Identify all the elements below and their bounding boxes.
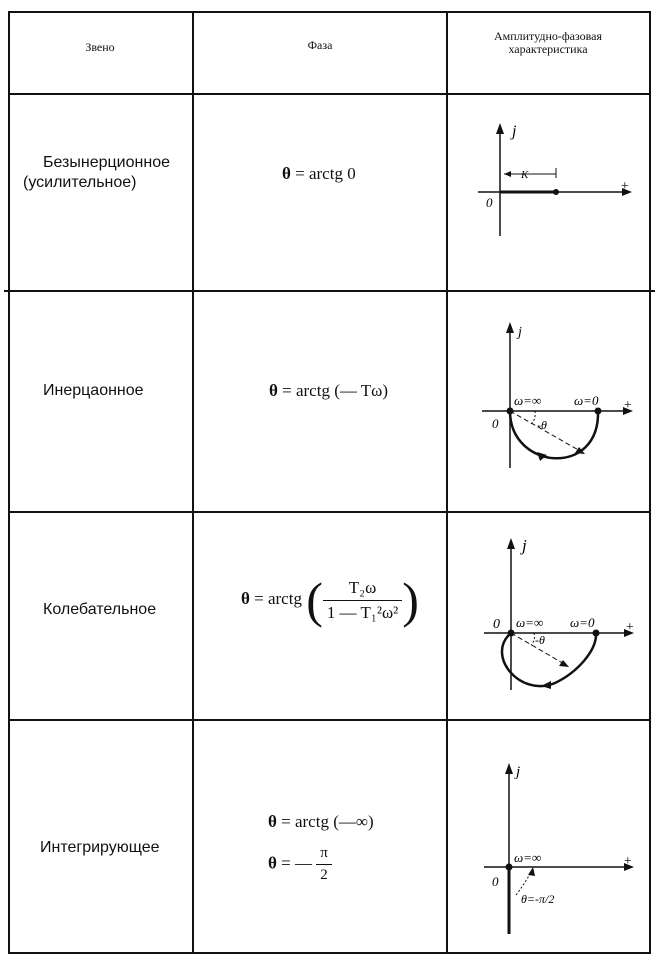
- row4-origin-label: 0: [492, 874, 499, 889]
- row1-gain-label: K: [521, 169, 529, 181]
- left-paren: (: [306, 572, 323, 628]
- header-link: Звено: [85, 40, 115, 54]
- row1-axis-j: j: [512, 123, 517, 140]
- row1-origin-label: 0: [486, 195, 493, 210]
- row4-fraction-numerator: π: [316, 845, 332, 865]
- right-paren: ): [402, 572, 419, 628]
- header-afc-line2: характеристика: [508, 42, 588, 56]
- row3-angle-label: -θ: [535, 633, 545, 647]
- row2-w-inf-label: ω=∞: [514, 393, 542, 408]
- row4-formula1-rhs: = arctg (—∞): [281, 812, 374, 831]
- theta-symbol: θ: [268, 812, 277, 831]
- row2-formula-rhs: = arctg (— Tω): [282, 381, 389, 400]
- row2-name: Инерцаонное: [43, 382, 144, 399]
- row2-origin-label: 0: [492, 416, 499, 431]
- row3-fraction-denominator: 1 — T₁²ω²: [326, 602, 399, 622]
- row4-name: Интегрирующее: [40, 839, 160, 856]
- row2-angle-label: -θ: [537, 418, 547, 432]
- row1-name-line1: Безынерционное: [43, 154, 170, 171]
- row4-w-inf-label: ω=∞: [514, 850, 542, 865]
- row3-axis-j: j: [522, 536, 527, 555]
- theta-symbol: θ: [268, 853, 277, 873]
- row2-w-zero-label: ω=0: [574, 393, 599, 408]
- row3-axis-plus: +: [625, 620, 635, 635]
- row3-w-inf-label: ω=∞: [516, 615, 544, 630]
- row2-axis-j: j: [518, 325, 522, 340]
- row1-axis-plus: +: [620, 179, 630, 194]
- theta-symbol: θ: [241, 588, 250, 608]
- row4-axis-plus: +: [623, 854, 633, 869]
- row3-origin-label: 0: [493, 617, 500, 632]
- row3-name: Колебательное: [43, 601, 157, 618]
- row3-fraction-numerator: T₂ω: [323, 578, 402, 601]
- header-phase: Фаза: [307, 38, 333, 52]
- row3-formula-mid: = arctg: [254, 588, 302, 608]
- row4-fraction-denominator: 2: [320, 867, 328, 883]
- theta-symbol: θ: [282, 164, 291, 183]
- row1-formula-rhs: = arctg 0: [295, 164, 356, 183]
- theta-symbol: θ: [269, 381, 278, 400]
- row1-name-line2: (усилительное): [23, 174, 137, 191]
- row4-angle-label: θ=-π/2: [521, 892, 555, 906]
- row4-axis-j: j: [516, 764, 521, 780]
- row3-w-zero-label: ω=0: [570, 615, 595, 630]
- row2-axis-plus: +: [623, 398, 633, 413]
- header-afc-line1: Амплитудно-фазовая: [493, 29, 603, 43]
- row4-formula2-mid: = —: [281, 853, 312, 873]
